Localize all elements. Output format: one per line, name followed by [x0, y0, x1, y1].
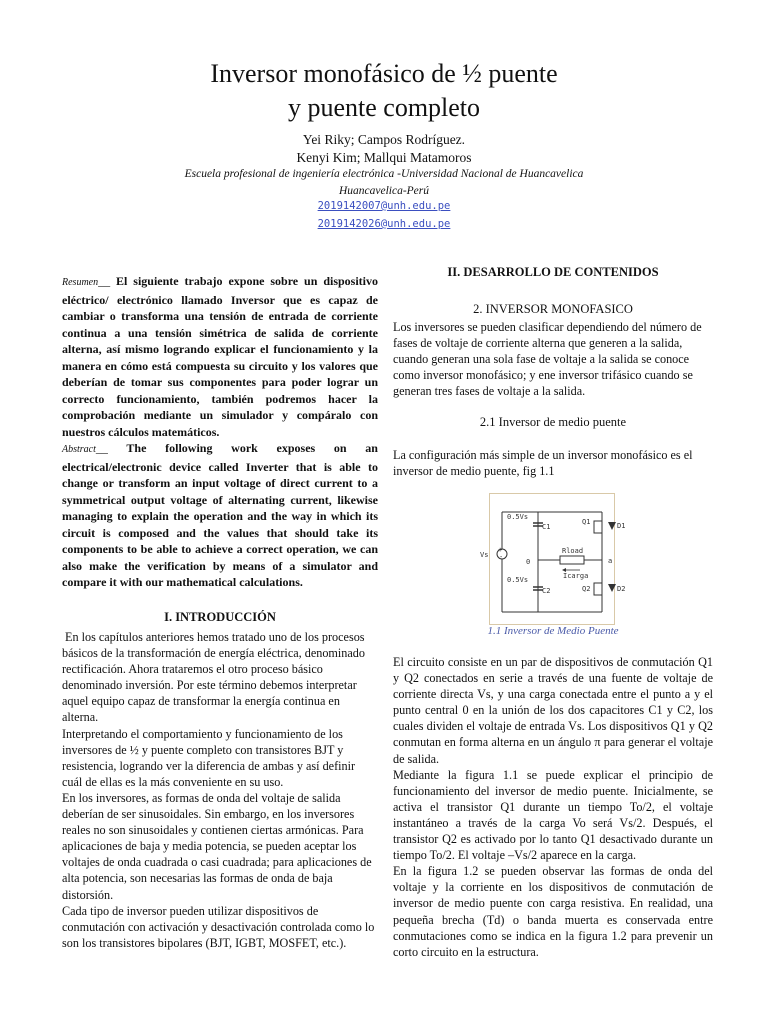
abstract-en-text: The following work exposes on an electrical/electronic device called Inverter that is able to change or transform an input voltage of direct current to a symmetrical output voltage of alternating current, likewise managing to explain the operation and the way in which its circuit is composed and the values that should take its components to be able to achieve a correct operation, we can also make the verification by means of a simulator and compare it with our mathematical calculations. [62, 441, 378, 589]
c1-label: C1 [542, 523, 551, 531]
authors-line2: Kenyi Kim; Mallqui Matamoros [296, 150, 472, 165]
c2-value: 0.5Vs [507, 576, 529, 584]
node-0-label: 0 [526, 558, 531, 566]
figure-caption: 1.1 Inversor de Medio Puente [487, 625, 619, 637]
section2-paragraph-1 [393, 319, 713, 399]
section2-paragraph: La configuración más simple de un inversor monofásico es el inversor de medio puente, fig 1.1 [393, 448, 693, 479]
abstract-en [62, 440, 378, 591]
vs-minus: - [499, 553, 504, 561]
vs-plus: + [498, 546, 503, 554]
affiliation-line2: Huancavelica-Perú [338, 185, 430, 197]
abstract-es-dash: __ [98, 274, 111, 288]
load-resistor [560, 556, 584, 564]
q1-label: Q1 [582, 518, 591, 526]
section2-subsubheading: 2.1 Inversor de medio puente [479, 415, 627, 429]
section2-subheading: 2. INVERSOR MONOFASICO [473, 302, 633, 316]
rload-label: Rload [562, 547, 584, 555]
section2-heading: II. DESARROLLO DE CONTENIDOS [447, 265, 659, 279]
abstract-es [62, 273, 378, 440]
diode-d2-icon [608, 584, 616, 592]
abstract-en-dash: __ [95, 441, 108, 455]
section1-heading: I. INTRODUCCIÓN [164, 610, 276, 624]
section2-paragraph-2 [393, 447, 713, 479]
paper-title-line2: y puente completo [287, 93, 481, 122]
section1-body [62, 629, 378, 951]
section1-paragraph: Cada tipo de inversor pueden utilizar dispositivos de conmutación con activación y desactivación controlada como lo son los transistores bipolares (BJT, IGBT, MOSFET, etc.). [62, 903, 375, 950]
section2-paragraph: Los inversores se pueden clasificar dependiendo del número de fases de voltaje de corriente alterna que generen a la salida, cuando generan una sola fase de voltaje a la salida se conoce como inversor monofásico; y ene inversor trifásico cuando se generan tres fases de voltaje a la salida. [393, 320, 702, 399]
section2-paragraph: En la figura 1.2 se pueden observar las formas de onda del voltaje y la corriente en los dispositivos de conmutación de inversor de medio puente con carga resistiva. En realidad, una pequeña brecha (Td) o banda muerta es conservada entre conmutaciones como se indica en la figura 1.2 para prevenir un corto circuito en la estructura. [393, 864, 713, 959]
authors-line1: Yei Riky; Campos Rodríguez. [302, 132, 466, 147]
q2-label: Q2 [582, 585, 591, 593]
half-bridge-circuit [480, 494, 626, 624]
affiliation-line1: Escuela profesional de ingeniería electrónica -Universidad Nacional de Huancavelica [184, 168, 584, 180]
d1-label: D1 [617, 522, 626, 530]
half-bridge-figure [480, 493, 626, 625]
section2-paragraph: Mediante la figura 1.1 se puede explicar el principio de funcionamiento del inversor de medio puente. Inicialmente, se activa el transistor Q1 durante un tiempo To/2, el voltaje instantáneo a través de la carga Vo será Vs/2. Después, el transistor Q2 es activado por lo tanto Q1 desactivado durante un tiempo To/2. El voltaje –Vs/2 aparece en la carga. [393, 767, 713, 863]
abstract-es-text: El siguiente trabajo expone sobre un dispositivo eléctrico/ electrónico llamado Inversor que es capaz de cambiar o transforma una tensión de entrada de corriente continua a una tensión simétrica de salida de corriente alterna, así mismo logrando explicar el funcionamiento y la manera en cómo está compuesta su circuito y los valores que deberían de tomar sus componentes para poder lograr un correcto funcionamiento, también podremos hacer la comprobación mediante un simulador y compáralo con nuestros cálculos matemáticos. [62, 274, 378, 439]
icarga-label: Icarga [563, 572, 589, 580]
c1-value: 0.5Vs [507, 513, 529, 521]
diode-d1-icon [608, 522, 616, 530]
d2-label: D2 [617, 585, 626, 593]
abstract-en-label: Abstract [62, 444, 96, 455]
email-link-1[interactable]: 2019142007@unh.edu.pe [317, 200, 451, 212]
email-link-2[interactable]: 2019142026@unh.edu.pe [317, 218, 451, 230]
section2-paragraph: El circuito consiste en un par de dispositivos de conmutación Q1 y Q2 conectados en serie a través de una fuente de voltaje de corriente directa Vs, y una carga conectada entre el punto a y el punto central 0 en la unión de los dos capacitores C1 y C2, los cuales dividen el voltaje de entrada Vs. Los dispositivos Q1 y Q2 conmutan en forma alterna en un ángulo π para generar el voltaje de salida. [393, 655, 713, 766]
transistor-q2-icon [594, 583, 602, 595]
transistor-q1-icon [594, 521, 602, 533]
paper-title-line1: Inversor monofásico de ½ puente [210, 59, 558, 88]
section1-paragraph: Interpretando el comportamiento y funcionamiento de los inversores de ½ y puente completo con transistores BJT y resistencia, logrando ver la diferencia de ambas y así definir cuál de ellas es la más conveniente en su uso. [62, 726, 356, 789]
vs-label: Vs [480, 551, 489, 559]
section1-paragraph: En los inversores, as formas de onda del voltaje de salida deberían de ser sinusoidales. Sin embargo, en los inversores reales no son sinusoidales y contienen ciertas armónicas. Para aplicaciones de baja y media potencia, se pueden aceptar los voltajes de onda cuadrada o casi cuadrada; para aplicaciones de alta potencia, son necesarias las formas de onda de baja distorsión. [62, 790, 372, 902]
abstract-es-label: Resumen [62, 277, 99, 288]
node-a-label: a [608, 557, 613, 565]
section2-body [393, 654, 713, 960]
section1-paragraph: En los capítulos anteriores hemos tratado uno de los procesos básicos de la transformación de energía eléctrica, denominado rectificación. Ahora trataremos el otro proceso básico denominado inversión. Por este término debemos interpretar aquel equipo capaz de transformar la energía continua en alterna. [62, 630, 365, 725]
c2-label: C2 [542, 587, 551, 595]
